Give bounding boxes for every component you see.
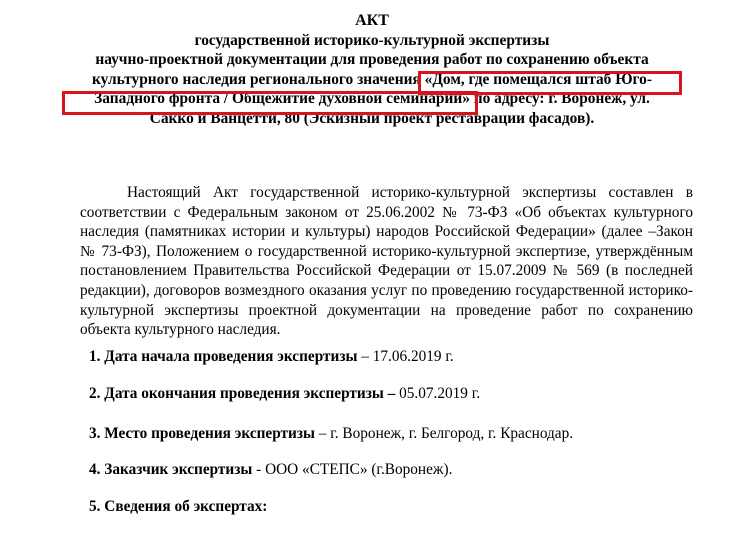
object-name-part-2: Западного фронта / Общежитие духовной семинарии» <box>94 90 470 108</box>
item-label: 3. Место проведения экспертизы <box>89 425 315 442</box>
object-name-part-1: «Дом, где помещался штаб Юго- <box>424 70 652 88</box>
header-line-5: Сакко и Ванцетти, 80 (Эскизный проект реставрации фасадов). <box>149 109 595 127</box>
header-line-3-text: культурного наследия регионального значения <box>92 70 425 88</box>
list-item <box>89 498 267 516</box>
highlight-box-object-name-2 <box>62 91 478 115</box>
item-label: 4. Заказчик экспертизы <box>89 461 253 478</box>
item-value: – г. Воронеж, г. Белгород, г. Краснодар. <box>314 425 574 442</box>
list-item <box>89 461 452 479</box>
item-label: 1. Дата начала проведения экспертизы <box>89 348 358 365</box>
header-line-2: научно-проектной документации для проведения работ по сохранению объекта <box>95 51 649 69</box>
item-value: 05.07.2019 г. <box>395 385 481 402</box>
header-line-1: государственной историко-культурной экспертизы <box>194 31 550 49</box>
item-label: 2. Дата окончания проведения экспертизы – <box>89 385 396 402</box>
list-item <box>89 425 573 443</box>
item-value: – 17.06.2019 г. <box>357 348 454 365</box>
list-item <box>89 348 454 366</box>
document-title: АКТ <box>355 12 389 29</box>
list-item <box>89 385 480 403</box>
intro-paragraph: Настоящий Акт государственной историко-культурной экспертизы составлен в соответствии с Федеральным законом от 25.06.2002 № 73-ФЗ «Об объектах культурного наследия (памятниках истории и культуры) народов Российской Федерации» (далее –Закон № 73-ФЗ), Положением о государственной историко-культурной экспертизе, утверждённым постановлением Правительства Российской Федерации от 15.07.2009 № 569 (в последней редакции), договоров возмездного оказания услуг по проведению государственной историко-культурной экспертизы проектной документации на проведение работ по сохранению объекта культурного наследия. <box>80 184 693 339</box>
item-label: 5. Сведения об экспертах: <box>89 498 268 515</box>
item-value: - ООО «СТЕПС» (г.Воронеж). <box>252 461 453 478</box>
header-line-4-text: по адресу: г. Воронеж, ул. <box>469 90 650 108</box>
